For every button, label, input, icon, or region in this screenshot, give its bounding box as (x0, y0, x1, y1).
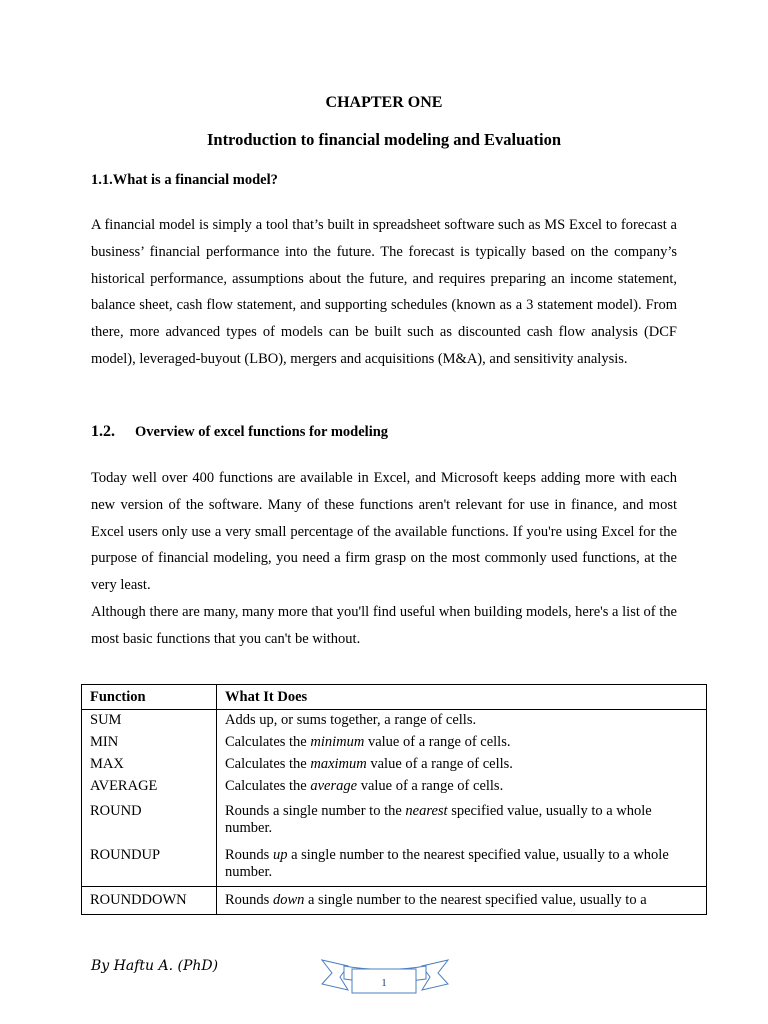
chapter-heading: CHAPTER ONE (325, 94, 443, 111)
functions-table (81, 684, 707, 915)
section-1-2-number: 1.2. (91, 423, 115, 440)
function-name: SUM (82, 710, 217, 733)
function-description: Calculates the maximum value of a range of cells. (225, 756, 513, 772)
section-1-2-paragraph-1: Today well over 400 functions are available in Excel, and Microsoft keeps adding more with each new version of the software. Many of these functions aren't relevant for use in finance, and most Excel users only use a very small percentage of the available functions. If you're using Excel for the purpose of financial modeling, you need a firm grasp on the most commonly used functions, at the very least. (91, 470, 677, 594)
function-name: MAX (82, 754, 217, 776)
section-1-2-heading (91, 423, 388, 441)
function-name: MIN (82, 732, 217, 754)
function-description: Adds up, or sums together, a range of cells. (225, 712, 477, 728)
section-1-2-title: Overview of excel functions for modeling (135, 424, 389, 440)
section-1-1-paragraph: A financial model is simply a tool that’s built in spreadsheet software such as MS Excel to forecast a business’ financial performance into the future. The forecast is typically based on the company’s historical performance, assumptions about the future, and requires preparing an income statement, balance sheet, cash flow statement, and supporting schedules (known as a 3 statement model). From there, more advanced types of models can be built such as discounted cash flow analysis (DCF model), leveraged-buyout (LBO), mergers and acquisitions (M&A), and sensitivity analysis. (91, 217, 677, 367)
table-row (82, 710, 707, 733)
function-description: Calculates the minimum value of a range of cells. (225, 734, 511, 750)
function-description: Rounds down a single number to the nearest specified value, usually to a (217, 887, 707, 915)
table-row (82, 887, 707, 915)
function-name: AVERAGE (82, 776, 217, 798)
table-header-row (82, 685, 707, 710)
table-row (82, 842, 707, 887)
section-1-1-heading: 1.1.What is a financial model? (91, 172, 278, 188)
page-number: 1 (381, 977, 387, 989)
function-description: Rounds up a single number to the nearest specified value, usually to a whole number. (225, 847, 669, 880)
function-name: ROUND (82, 798, 217, 842)
document-title: Introduction to financial modeling and Evaluation (206, 130, 562, 149)
table-header-description: What It Does (217, 685, 707, 710)
table-row (82, 776, 707, 798)
table-row (82, 798, 707, 842)
author-footer: By Haftu A. (PhD) (91, 958, 219, 974)
function-name: ROUNDDOWN (82, 887, 217, 915)
function-description: Rounds a single number to the nearest specified value, usually to a whole number. (225, 803, 652, 836)
table-row (82, 754, 707, 776)
function-name: ROUNDUP (82, 842, 217, 887)
function-description: Calculates the average value of a range of cells. (225, 778, 504, 794)
table-header-function: Function (82, 685, 217, 710)
section-1-2-paragraph-2: Although there are many, many more that you'll find useful when building models, here's a list of the most basic functions that you can't be without. (91, 604, 677, 647)
page-number-banner (320, 957, 450, 1002)
table-row (82, 732, 707, 754)
banner-ribbon-icon (320, 957, 450, 997)
